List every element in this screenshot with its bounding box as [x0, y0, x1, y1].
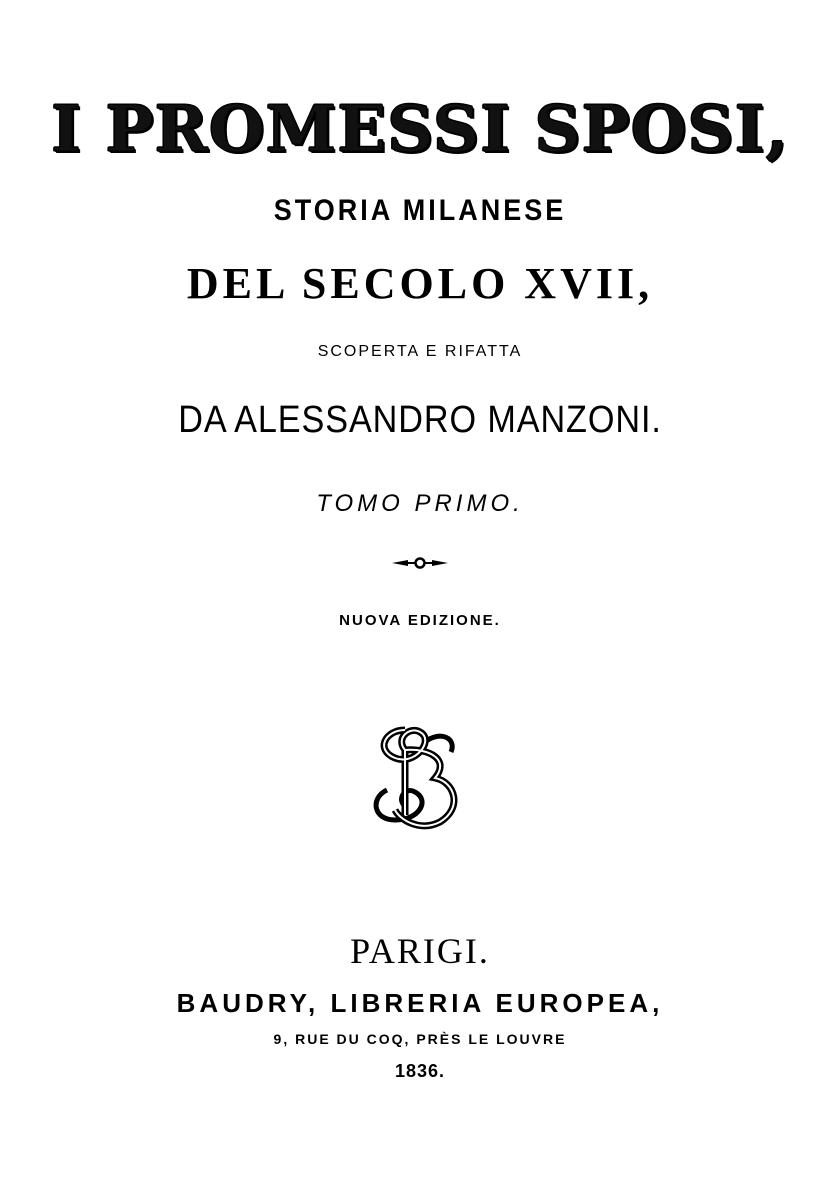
- imprint-publisher: BAUDRY, LIBRERIA EUROPEA,: [176, 988, 664, 1018]
- imprint-city: PARIGI.: [350, 931, 490, 971]
- imprint-year: 1836.: [394, 1061, 446, 1081]
- author-line: DA ALESSANDRO MANZONI.: [178, 399, 662, 441]
- edition-line: NUOVA EDIZIONE.: [339, 612, 501, 629]
- ornamental-rule-icon: [0, 556, 840, 570]
- publisher-monogram-icon: [0, 720, 840, 840]
- book-subtitle: STORIA MILANESE: [273, 193, 567, 227]
- discovered-line: SCOPERTA E RIFATTA: [317, 343, 523, 360]
- book-title: I PROMESSI SPOSI,: [51, 92, 789, 167]
- imprint-address: 9, RUE DU COQ, PRÈS LE LOUVRE: [273, 1031, 567, 1047]
- century-line: DEL SECOLO XVII,: [186, 259, 654, 308]
- volume-line: TOMO PRIMO.: [316, 490, 524, 517]
